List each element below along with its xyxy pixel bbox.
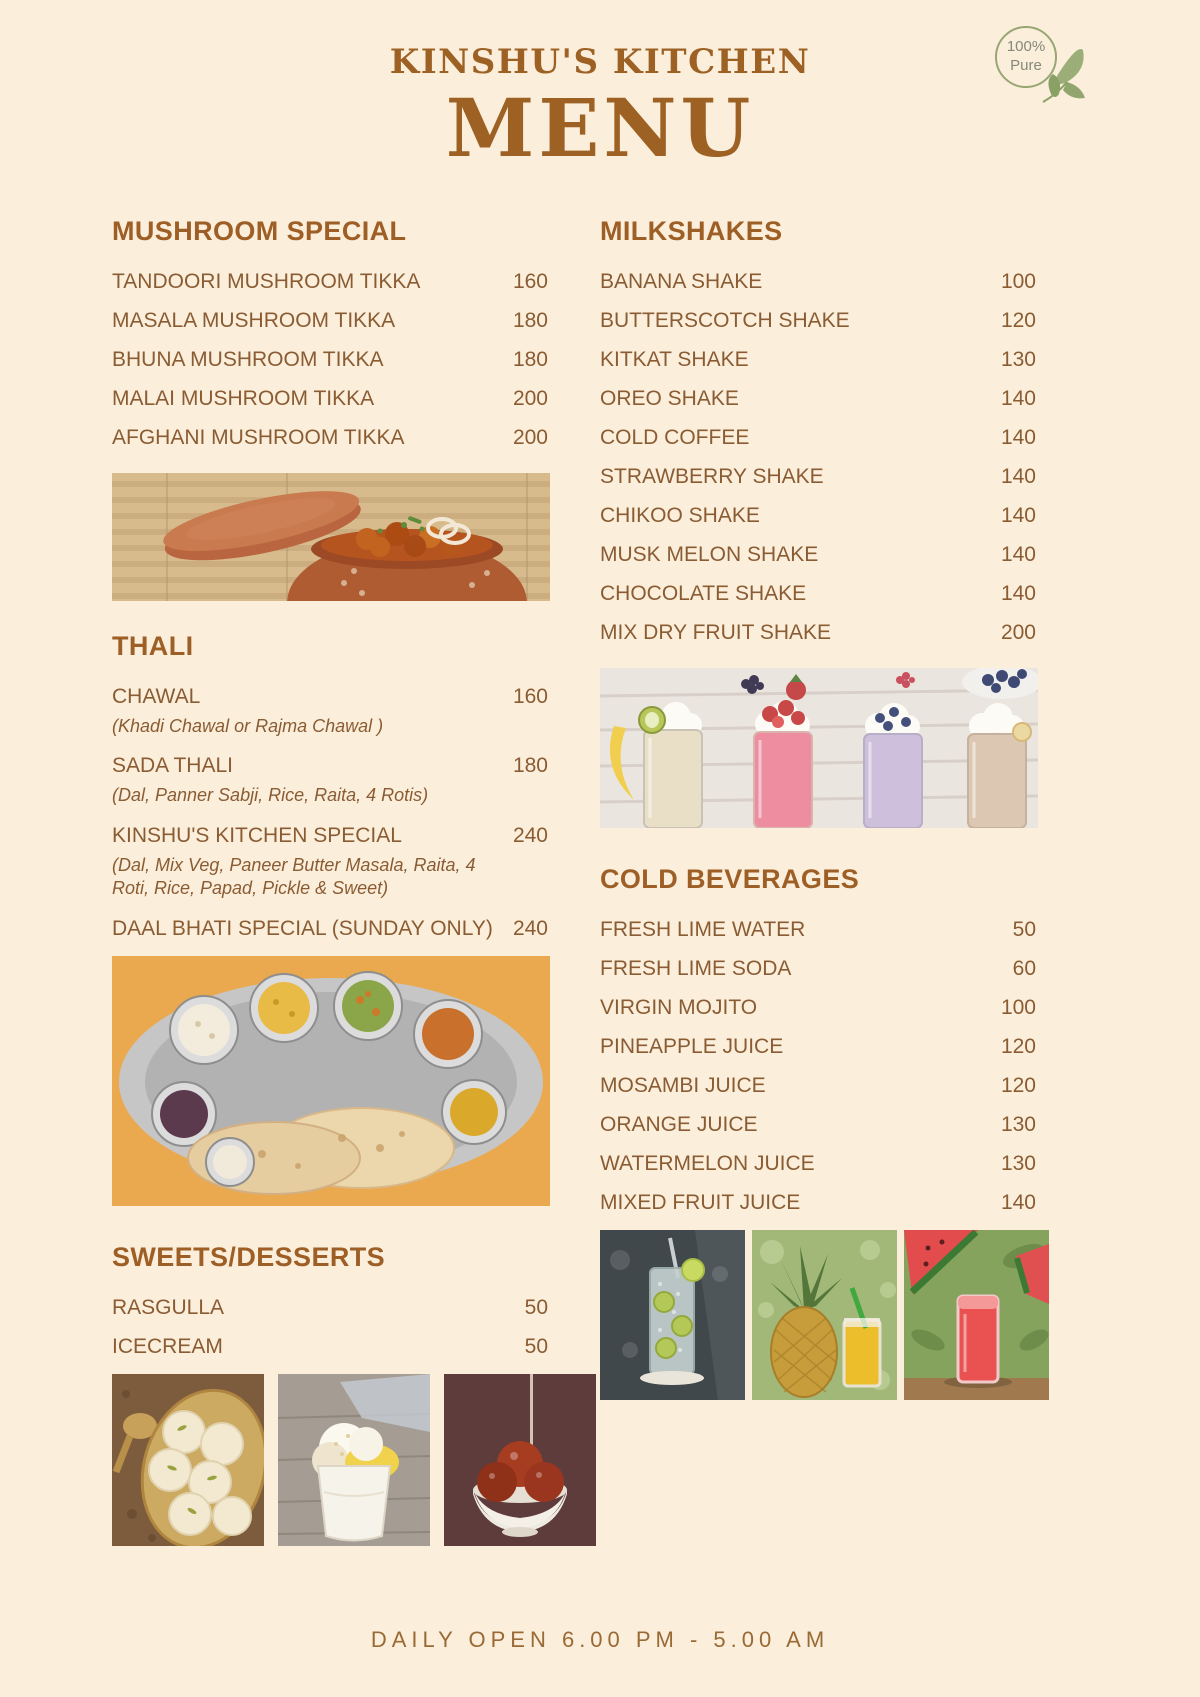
menu-item bbox=[600, 1035, 1038, 1058]
menu-item bbox=[112, 824, 550, 901]
menu-item-desc: (Dal, Mix Veg, Paneer Butter Masala, Raita, 4 Roti, Rice, Papad, Pickle & Sweet) bbox=[112, 854, 476, 899]
opening-hours: DAILY OPEN 6.00 PM - 5.00 AM bbox=[370, 1627, 830, 1652]
menu-item bbox=[600, 996, 1038, 1019]
menu-item bbox=[600, 504, 1038, 527]
menu-item-name: FRESH LIME WATER bbox=[600, 918, 806, 941]
section-title-milkshakes: MILKSHAKES bbox=[600, 216, 783, 246]
menu-item bbox=[600, 918, 1038, 941]
menu-item-price: 130 bbox=[1000, 1152, 1036, 1175]
menu-item-price: 140 bbox=[1000, 465, 1036, 488]
restaurant-name: KINSHU'S KITCHEN bbox=[389, 42, 811, 82]
menu-item-price: 200 bbox=[512, 387, 548, 410]
menu-item-price: 100 bbox=[1000, 996, 1036, 1019]
menu-item-price: 120 bbox=[1000, 309, 1036, 332]
sweets-list bbox=[112, 1296, 550, 1358]
menu-item bbox=[600, 348, 1038, 371]
menu-item bbox=[112, 270, 550, 293]
menu-item bbox=[600, 957, 1038, 980]
menu-item bbox=[112, 426, 550, 449]
menu-item-price: 140 bbox=[1000, 426, 1036, 449]
menu-item-price: 120 bbox=[1000, 1074, 1036, 1097]
left-column bbox=[112, 216, 550, 1546]
menu-item-name: BANANA SHAKE bbox=[600, 270, 763, 293]
menu-item bbox=[600, 543, 1038, 566]
menu-item-price: 180 bbox=[512, 754, 548, 778]
thali-list bbox=[112, 685, 550, 940]
menu-item bbox=[112, 348, 550, 371]
menu-item-name: PINEAPPLE JUICE bbox=[600, 1035, 784, 1058]
menu-item-price: 140 bbox=[1000, 582, 1036, 605]
menu-item-name: KITKAT SHAKE bbox=[600, 348, 749, 371]
menu-item-price: 60 bbox=[1012, 957, 1036, 980]
menu-item-name: CHAWAL bbox=[112, 685, 201, 708]
section-title-cold-beverages: COLD BEVERAGES bbox=[600, 864, 860, 894]
menu-item bbox=[600, 309, 1038, 332]
menu-item-name: KINSHU'S KITCHEN SPECIAL bbox=[112, 823, 402, 847]
menu-item-name: MOSAMBI JUICE bbox=[600, 1074, 766, 1097]
section-title-thali: THALI bbox=[112, 631, 194, 661]
pure-badge-text: Pure bbox=[1010, 57, 1042, 74]
menu-item-price: 140 bbox=[1000, 387, 1036, 410]
menu-item-name: TANDOORI MUSHROOM TIKKA bbox=[112, 270, 421, 293]
menu-item-price: 130 bbox=[1000, 1113, 1036, 1136]
menu-item-price: 140 bbox=[1000, 1191, 1036, 1214]
menu-item-price: 180 bbox=[512, 348, 548, 371]
menu-item bbox=[112, 1335, 550, 1358]
right-column bbox=[600, 216, 1038, 1400]
menu-item-name: RASGULLA bbox=[112, 1295, 225, 1319]
menu-item-price: 100 bbox=[1000, 270, 1036, 293]
menu-item-price: 50 bbox=[524, 1334, 548, 1358]
gulab-jamun-photo bbox=[444, 1374, 596, 1546]
menu-item bbox=[112, 387, 550, 410]
menu-item bbox=[112, 917, 550, 940]
milkshakes-photo bbox=[600, 668, 1038, 828]
menu-item-price: 140 bbox=[1000, 543, 1036, 566]
menu-item-price: 160 bbox=[512, 685, 548, 708]
menu-item-name: DAAL BHATI SPECIAL (SUNDAY ONLY) bbox=[112, 916, 493, 940]
lime-soda-photo bbox=[600, 1230, 745, 1400]
menu-item-price: 160 bbox=[512, 270, 548, 293]
menu-item bbox=[600, 582, 1038, 605]
menu-item-name: MALAI MUSHROOM TIKKA bbox=[112, 387, 375, 410]
menu-item bbox=[600, 1113, 1038, 1136]
menu-item bbox=[600, 1152, 1038, 1175]
menu-item-name: CHOCOLATE SHAKE bbox=[600, 582, 807, 605]
page-title: MENU bbox=[445, 81, 755, 175]
menu-item bbox=[600, 1191, 1038, 1214]
menu-item-name: VIRGIN MOJITO bbox=[600, 996, 758, 1019]
menu-item-price: 50 bbox=[524, 1295, 548, 1319]
menu-item-name: AFGHANI MUSHROOM TIKKA bbox=[112, 426, 405, 449]
icecream-photo bbox=[278, 1374, 430, 1546]
menu-item bbox=[112, 1296, 550, 1319]
menu-item-name: ORANGE JUICE bbox=[600, 1113, 758, 1136]
menu-item-price: 180 bbox=[512, 309, 548, 332]
menu-item-price: 50 bbox=[1012, 918, 1036, 941]
section-title-mushroom-special: MUSHROOM SPECIAL bbox=[112, 216, 407, 246]
menu-item-price: 200 bbox=[512, 426, 548, 449]
menu-item-name: MIX DRY FRUIT SHAKE bbox=[600, 621, 832, 644]
menu-item bbox=[112, 685, 550, 738]
menu-item bbox=[600, 1074, 1038, 1097]
mushroom-special-list bbox=[112, 270, 550, 449]
menu-item-price: 140 bbox=[1000, 504, 1036, 527]
menu-item-desc: (Dal, Panner Sabji, Rice, Raita, 4 Rotis) bbox=[112, 785, 429, 806]
section-title-sweets: SWEETS/DESSERTS bbox=[112, 1241, 386, 1272]
menu-item-name: ICECREAM bbox=[112, 1334, 223, 1358]
menu-item-name: OREO SHAKE bbox=[600, 387, 739, 410]
menu-item-price: 240 bbox=[512, 823, 548, 847]
leaf-icon bbox=[1037, 42, 1087, 111]
menu-item-name: MASALA MUSHROOM TIKKA bbox=[112, 309, 396, 332]
menu-item-name: WATERMELON JUICE bbox=[600, 1152, 815, 1175]
menu-item-name: FRESH LIME SODA bbox=[600, 957, 792, 980]
menu-item-name: BHUNA MUSHROOM TIKKA bbox=[112, 348, 384, 371]
menu-item bbox=[600, 465, 1038, 488]
cold-beverages-photo-row bbox=[600, 1230, 1038, 1400]
milkshakes-list bbox=[600, 270, 1038, 644]
menu-item-name: MUSK MELON SHAKE bbox=[600, 543, 819, 566]
menu-item-name: STRAWBERRY SHAKE bbox=[600, 465, 824, 488]
menu-item-desc: (Khadi Chawal or Rajma Chawal ) bbox=[112, 716, 384, 736]
menu-item-price: 240 bbox=[512, 916, 548, 940]
menu-item bbox=[600, 621, 1038, 644]
mushroom-special-photo bbox=[112, 473, 550, 601]
thali-photo bbox=[112, 956, 550, 1206]
sweets-photo-row bbox=[112, 1374, 550, 1546]
menu-item-name: MIXED FRUIT JUICE bbox=[600, 1191, 801, 1214]
menu-item bbox=[112, 754, 550, 807]
menu-item-price: 120 bbox=[1000, 1035, 1036, 1058]
menu-item-name: COLD COFFEE bbox=[600, 426, 750, 449]
menu-item bbox=[600, 387, 1038, 410]
cold-beverages-list bbox=[600, 918, 1038, 1214]
pure-badge-percent: 100% bbox=[1006, 38, 1046, 56]
menu-item bbox=[600, 426, 1038, 449]
menu-item-name: CHIKOO SHAKE bbox=[600, 504, 760, 527]
pure-badge bbox=[993, 24, 1089, 110]
menu-item-name: BUTTERSCOTCH SHAKE bbox=[600, 309, 850, 332]
menu-item-price: 130 bbox=[1000, 348, 1036, 371]
watermelon-juice-photo bbox=[904, 1230, 1049, 1400]
menu-item bbox=[112, 309, 550, 332]
menu-item-name: SADA THALI bbox=[112, 754, 233, 778]
pineapple-juice-photo bbox=[752, 1230, 897, 1400]
menu-item-price: 200 bbox=[1000, 621, 1036, 644]
rasgulla-photo bbox=[112, 1374, 264, 1546]
menu-item bbox=[600, 270, 1038, 293]
